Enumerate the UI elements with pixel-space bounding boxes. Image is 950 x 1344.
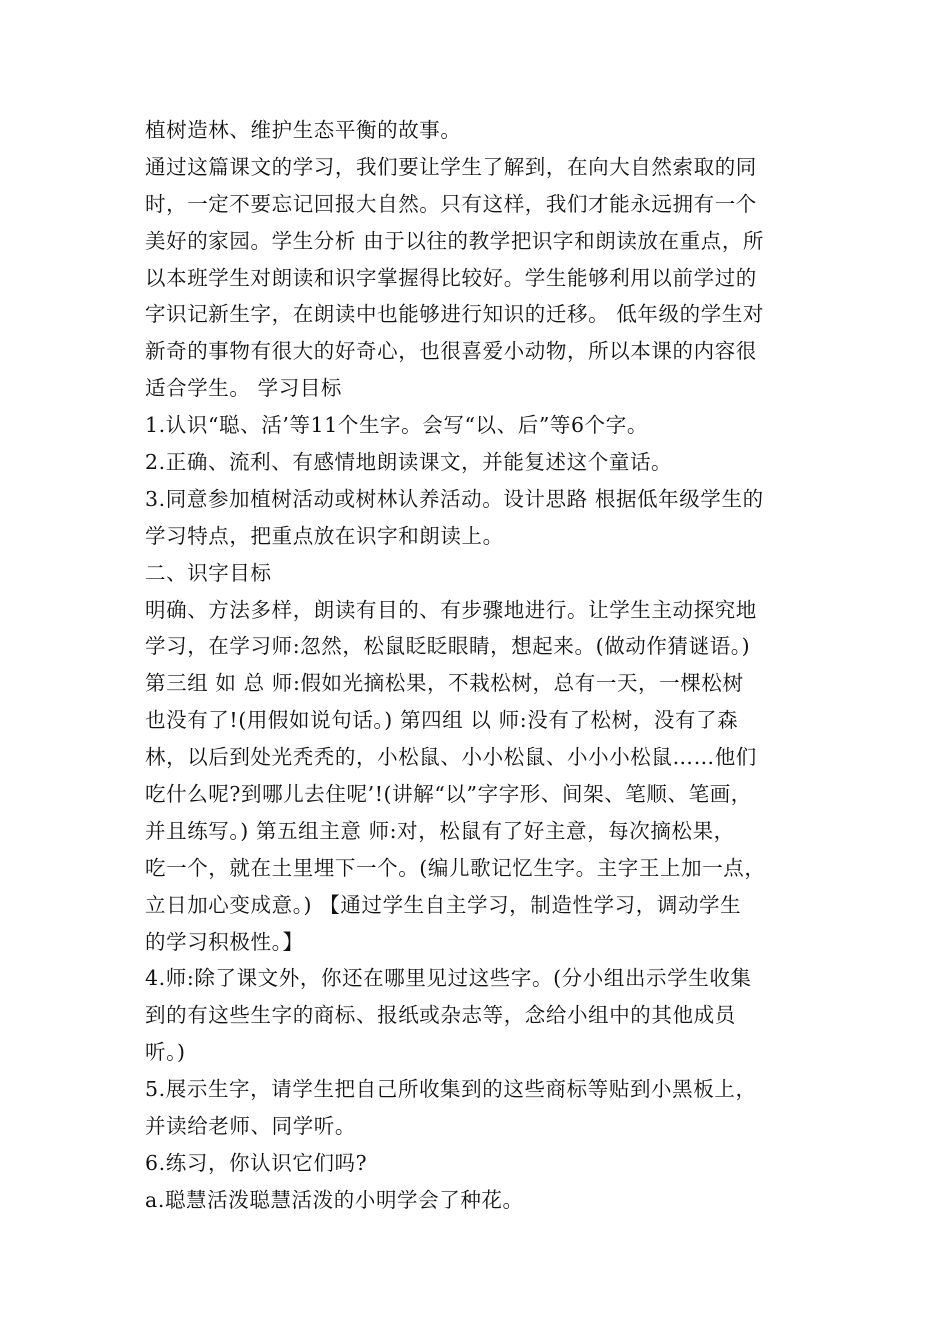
text-line: 时，一定不要忘记回报大自然。只有这样，我们才能永远拥有一个 bbox=[145, 191, 757, 216]
text-line: 6.练习，你认识它们吗? bbox=[145, 1150, 368, 1175]
text-line: 并读给老师、同学听。 bbox=[145, 1114, 356, 1139]
text-line: 适合学生。 学习目标 bbox=[145, 376, 343, 401]
text-line: 3.同意参加植树活动或树林认养活动。设计思路 根据低年级学生的 bbox=[145, 486, 764, 511]
text-line: 学习，在学习师:忽然，松鼠眨眨眼睛，想起来。(做动作猜谜语。) bbox=[145, 634, 751, 659]
text-line: 到的有这些生字的商标、报纸或杂志等，念给小组中的其他成员 bbox=[145, 1003, 736, 1028]
text-line: 吃什么呢?到哪儿去住呢’!(讲解“以”字字形、间架、笔顺、笔画， bbox=[145, 782, 752, 807]
text-line: 明确、方法多样，朗读有目的、有步骤地进行。让学生主动探究地 bbox=[145, 597, 757, 622]
text-line: 5.展示生字，请学生把自己所收集到的这些商标等贴到小黑板上， bbox=[145, 1077, 757, 1102]
text-line: 植树造林、维护生态平衡的故事。 bbox=[145, 118, 462, 142]
text-line: 学习特点，把重点放在识字和朗读上。 bbox=[145, 523, 504, 548]
text-line: 美好的家园。学生分析 由于以往的教学把识字和朗读放在重点，所 bbox=[145, 228, 765, 253]
text-line: 2.正确、流利、有感情地朗读课文，并能复述这个童话。 bbox=[145, 450, 673, 475]
text-line: 第三组 如 总 师:假如光摘松果，不栽松树，总有一天，一棵松树 bbox=[145, 671, 744, 696]
text-line: 字识记新生字，在朗读中也能够进行知识的迁移。 低年级的学生对 bbox=[145, 302, 765, 327]
text-line: 的学习积极性。】 bbox=[145, 929, 304, 954]
text-line: 通过这篇课文的学习，我们要让学生了解到，在向大自然索取的同 bbox=[145, 154, 757, 179]
section-heading: 二、识字目标 bbox=[145, 560, 272, 585]
text-line: 吃一个，就在土里埋下一个。(编儿歌记忆生字。主字王上加一点， bbox=[145, 855, 766, 880]
text-line: 4.师:除了课文外，你还在哪里见过这些字。(分小组出示学生收集 bbox=[145, 966, 752, 991]
document-body bbox=[145, 112, 825, 1219]
text-line: 并且练写。) 第五组主意 师:对，松鼠有了好主意，每次摘松果， bbox=[145, 818, 735, 843]
text-line: 新奇的事物有很大的好奇心，也很喜爱小动物，所以本课的内容很 bbox=[145, 339, 757, 364]
text-line: 林，以后到处光秃秃的，小松鼠、小小松鼠、小小小松鼠……他们 bbox=[145, 745, 757, 770]
text-line: 以本班学生对朗读和识字掌握得比较好。学生能够利用以前学过的 bbox=[145, 265, 757, 290]
text-line: 立日加心变成意。) 【通过学生自主学习，制造性学习，调动学生 bbox=[145, 892, 742, 917]
text-line: a.聪慧活泼聪慧活泼的小明学会了种花。 bbox=[145, 1187, 524, 1212]
text-line: 听。) bbox=[145, 1040, 186, 1065]
text-line: 也没有了!(用假如说句话。) 第四组 以 师:没有了松树，没有了森 bbox=[145, 708, 739, 733]
text-line: 1.认识“聪、活’等11个生字。会写“以、后”等6个字。 bbox=[145, 413, 648, 438]
